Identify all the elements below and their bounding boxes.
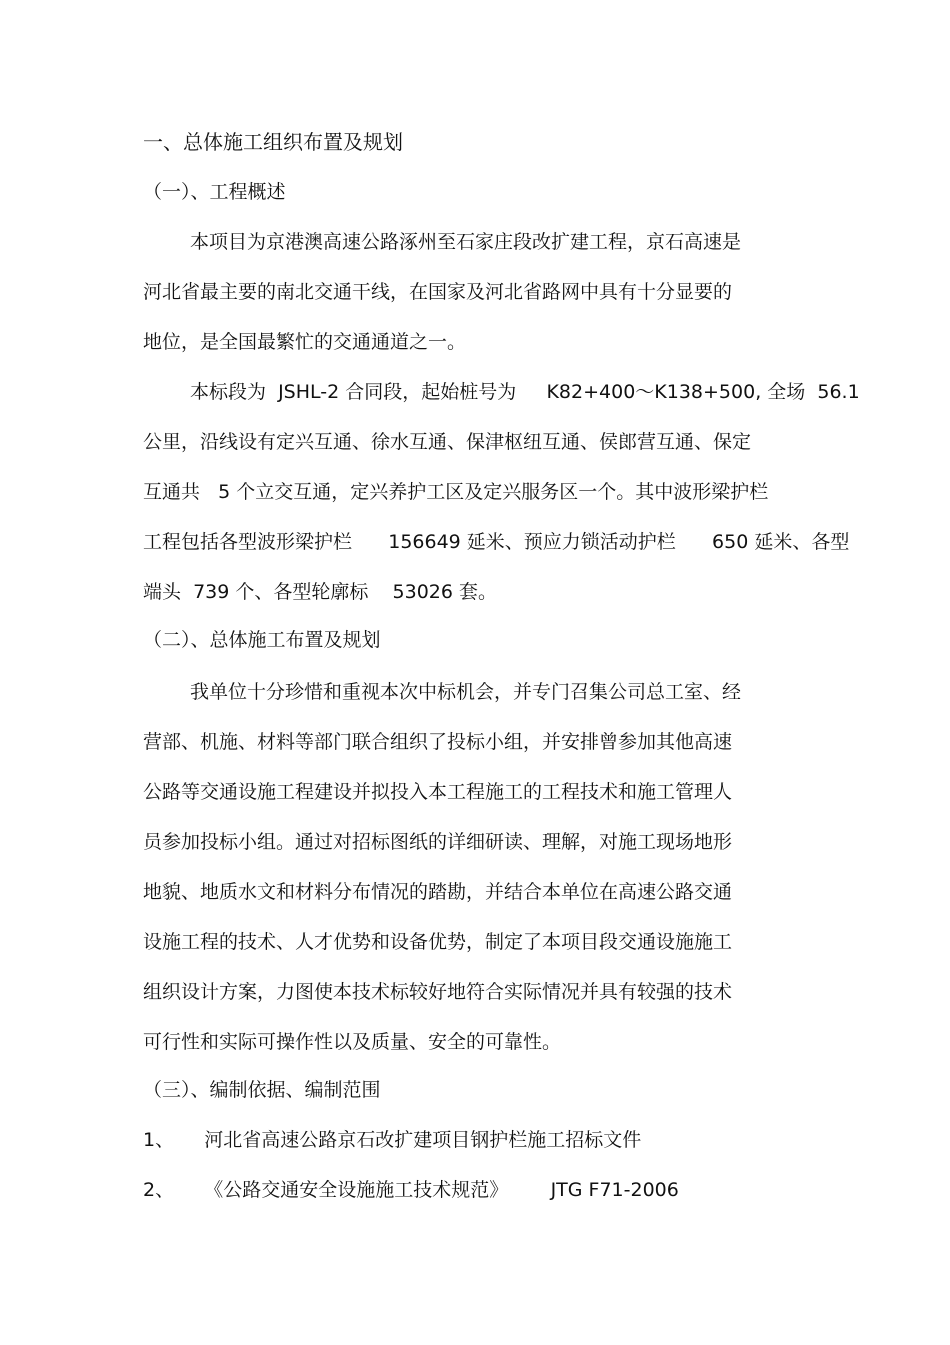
- section-3-title: （三）、编制依据、编制范围: [143, 1079, 381, 1101]
- section-2-p1-line: 设施工程的技术、人才优势和设备优势，制定了本项目段交通设施施工: [143, 931, 733, 953]
- list-item: 1、 河北省高速公路京石改扩建项目钢护栏施工招标文件: [143, 1129, 642, 1151]
- section-2-p1-line: 地貌、地质水文和材料分布情况的踏勘，并结合本单位在高速公路交通: [143, 881, 733, 903]
- section-2-p1-line: 我单位十分珍惜和重视本次中标机会，并专门召集公司总工室、经: [190, 681, 742, 703]
- section-1-p1-line: 地位，是全国最繁忙的交通通道之一。: [143, 331, 467, 353]
- section-1-p2-line: 公里，沿线设有定兴互通、徐水互通、保津枢纽互通、侯郎营互通、保定: [143, 431, 752, 453]
- section-2-p1-line: 员参加投标小组。通过对招标图纸的详细研读、理解，对施工现场地形: [143, 831, 733, 853]
- list-item: 2、 《公路交通安全设施施工技术规范》 JTG F71-2006: [143, 1179, 679, 1201]
- section-1-p1-line: 河北省最主要的南北交通干线，在国家及河北省路网中具有十分显要的: [143, 281, 733, 303]
- section-1-p2-line: 互通共 5 个立交互通，定兴养护工区及定兴服务区一个。其中波形梁护栏: [143, 481, 769, 503]
- section-2-title: （二）、总体施工布置及规划: [143, 629, 381, 651]
- section-1-title: （一）、工程概述: [143, 181, 286, 203]
- section-2-p1-line: 公路等交通设施工程建设并拟投入本工程施工的工程技术和施工管理人: [143, 781, 733, 803]
- section-1-p2-line: 端头 739 个、各型轮廓标 53026 套。: [143, 581, 498, 603]
- section-2-p1-line: 可行性和实际可操作性以及质量、安全的可靠性。: [143, 1031, 562, 1053]
- section-2-p1-line: 营部、机施、材料等部门联合组织了投标小组，并安排曾参加其他高速: [143, 731, 733, 753]
- section-2-p1-line: 组织设计方案，力图使本技术标较好地符合实际情况并具有较强的技术: [143, 981, 733, 1003]
- section-1-p1-line: 本项目为京港澳高速公路涿州至石家庄段改扩建工程，京石高速是: [190, 231, 742, 253]
- heading-1: 一、总体施工组织布置及规划: [143, 130, 403, 154]
- section-1-p2-line: 本标段为 JSHL-2 合同段，起始桩号为 K82+400～K138+500, 全场 56.1: [190, 381, 860, 403]
- section-1-p2-line: 工程包括各型波形梁护栏 156649 延米、预应力锁活动护栏 650 延米、各型: [143, 531, 850, 553]
